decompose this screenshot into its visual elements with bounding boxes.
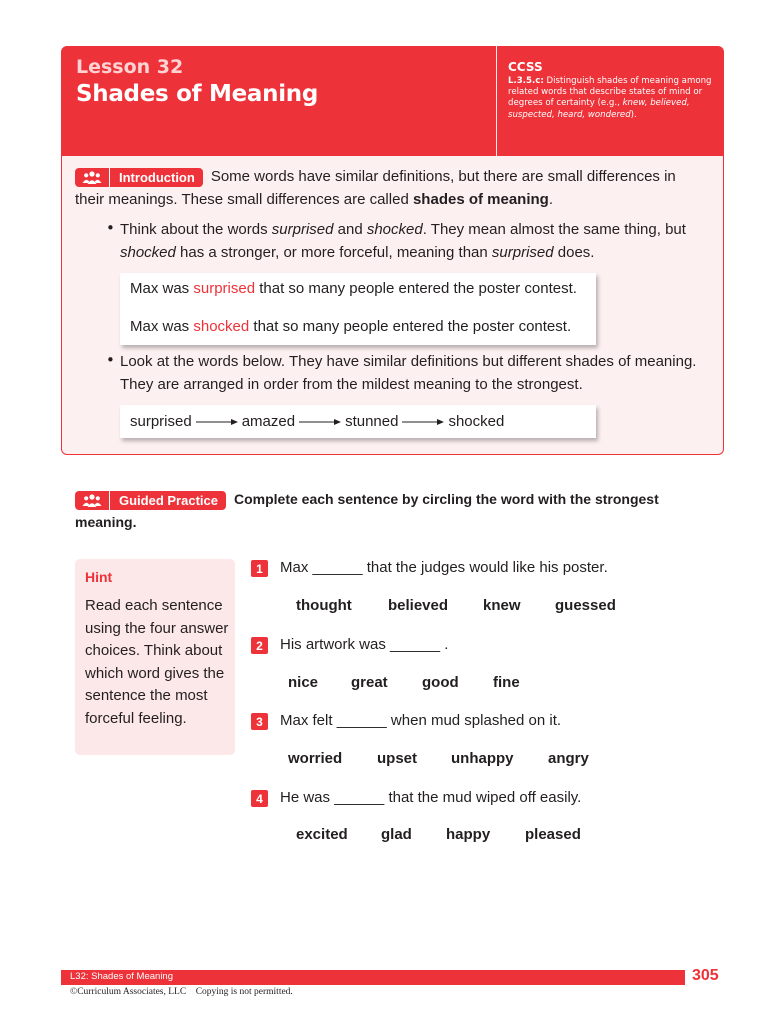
example-text: that so many people entered the poster contest. bbox=[259, 280, 577, 297]
question-sentence bbox=[280, 789, 581, 806]
guided-practice-tag bbox=[75, 491, 226, 510]
answer-blank: ______ bbox=[336, 712, 387, 729]
answer-blank: ______ bbox=[334, 789, 385, 806]
page-number: 305 bbox=[692, 967, 719, 984]
right-arrow-icon bbox=[195, 418, 239, 426]
question-text: that the mud wiped off easily. bbox=[388, 789, 582, 806]
ccss-code: L.3.5.c: bbox=[508, 76, 544, 86]
question-sentence bbox=[280, 712, 561, 729]
example-sentences-box bbox=[120, 273, 596, 345]
bullet1-text: has a stronger, or more forceful, meaning than bbox=[180, 244, 488, 261]
bullet1-word: surprised bbox=[491, 244, 554, 261]
right-arrow-icon bbox=[401, 418, 445, 426]
intro-text: Some words have similar definitions, but there are small differences in their meanings. These small differences are called bbox=[75, 168, 676, 208]
right-arrow-icon bbox=[298, 418, 342, 426]
answer-choices bbox=[296, 826, 581, 843]
answer-choice[interactable]: pleased bbox=[525, 826, 581, 843]
question-number: 4 bbox=[251, 790, 268, 807]
instruction-text: Complete each sentence by circling the word with the strongest meaning. bbox=[75, 491, 659, 530]
answer-choice[interactable]: happy bbox=[446, 826, 491, 843]
ccss-description: Distinguish shades of meaning among related words that describe states of mind or degrees of certainty (e.g., bbox=[508, 76, 712, 109]
group-icon bbox=[75, 168, 110, 187]
answer-choice[interactable]: knew bbox=[483, 597, 521, 614]
bullet-surprised-shocked bbox=[120, 218, 710, 264]
answer-choice[interactable]: good bbox=[422, 674, 459, 691]
answer-choice[interactable]: nice bbox=[288, 674, 319, 691]
intro-text-end: . bbox=[548, 191, 554, 208]
footer-lesson-label: L32: Shades of Meaning bbox=[70, 971, 173, 982]
question-text: . bbox=[444, 636, 449, 653]
answer-choice[interactable]: unhappy bbox=[451, 750, 514, 767]
example-sentence-shocked bbox=[130, 318, 571, 335]
scale-word: surprised bbox=[130, 413, 192, 430]
answer-choice[interactable]: fine bbox=[493, 674, 520, 691]
bullet1-word: shocked bbox=[120, 244, 176, 261]
guided-practice-tag-label: Guided Practice bbox=[119, 493, 218, 508]
ccss-label: CCSS bbox=[508, 60, 543, 74]
group-icon bbox=[75, 491, 110, 510]
answer-blank: ______ bbox=[312, 559, 363, 576]
guided-practice-instruction bbox=[75, 488, 695, 534]
example-highlight: shocked bbox=[193, 318, 250, 335]
example-sentence-surprised bbox=[130, 280, 577, 297]
lesson-header bbox=[61, 46, 724, 156]
question-number: 2 bbox=[251, 637, 268, 654]
answer-choice[interactable]: excited bbox=[296, 826, 348, 843]
scale-word: shocked bbox=[448, 413, 505, 430]
bullet-marker: • bbox=[106, 351, 115, 369]
question-number: 3 bbox=[251, 713, 268, 730]
bullet1-text: and bbox=[337, 221, 363, 238]
question-text: Max bbox=[280, 559, 309, 576]
copyright-notice: ©Curriculum Associates, LLC Copying is not permitted. bbox=[70, 987, 293, 997]
question-sentence bbox=[280, 559, 608, 576]
question-text: He was bbox=[280, 789, 331, 806]
answer-choice[interactable]: worried bbox=[288, 750, 343, 767]
answer-blank: ______ bbox=[390, 636, 441, 653]
answer-choices bbox=[288, 750, 589, 767]
scale-word: amazed bbox=[241, 413, 296, 430]
example-highlight: surprised bbox=[193, 280, 256, 297]
word-scale bbox=[130, 413, 504, 430]
answer-choice[interactable]: angry bbox=[548, 750, 589, 767]
introduction-tag-label: Introduction bbox=[119, 170, 195, 185]
bullet1-word: shocked bbox=[366, 221, 423, 238]
intro-term: shades of meaning bbox=[412, 191, 549, 208]
bullet1-text: Think about the words bbox=[120, 221, 268, 238]
answer-choice[interactable]: believed bbox=[388, 597, 449, 614]
answer-choice[interactable]: upset bbox=[377, 750, 418, 767]
bullet1-word: surprised bbox=[271, 221, 334, 238]
question-text: His artwork was bbox=[280, 636, 386, 653]
lesson-title: Shades of Meaning bbox=[76, 81, 319, 107]
introduction-paragraph bbox=[75, 165, 705, 211]
answer-choices bbox=[296, 597, 616, 614]
question-text: Max felt bbox=[280, 712, 333, 729]
answer-choice[interactable]: glad bbox=[381, 826, 412, 843]
bullet1-text: . They mean almost the same thing, but bbox=[422, 221, 686, 238]
header-divider bbox=[496, 46, 497, 156]
example-text: Max was bbox=[130, 280, 190, 297]
answer-choices bbox=[288, 674, 520, 691]
example-text: that so many people entered the poster contest. bbox=[253, 318, 572, 335]
introduction-tag bbox=[75, 168, 203, 187]
hint-text: Read each sentence using the four answer choices. Think about which word gives the sentence the most forceful feeling. bbox=[85, 597, 229, 727]
bullet-marker: • bbox=[106, 219, 115, 237]
question-text: that the judges would like his poster. bbox=[366, 559, 608, 576]
answer-choice[interactable]: thought bbox=[296, 597, 352, 614]
answer-choice[interactable]: great bbox=[351, 674, 388, 691]
answer-choice[interactable]: guessed bbox=[555, 597, 616, 614]
question-number: 1 bbox=[251, 560, 268, 577]
ccss-examples: knew, believed, suspected, heard, wondered bbox=[508, 98, 690, 120]
bullet1-text: does. bbox=[557, 244, 595, 261]
question-sentence bbox=[280, 636, 448, 653]
scale-word: stunned bbox=[345, 413, 399, 430]
example-text: Max was bbox=[130, 318, 190, 335]
hint-box bbox=[75, 559, 235, 755]
bullet-word-scale: Look at the words below. They have similar definitions but different shades of meaning. They are arranged in order from the mildest meaning to the strongest. bbox=[120, 353, 697, 393]
ccss-end: ). bbox=[630, 109, 637, 120]
question-text: when mud splashed on it. bbox=[390, 712, 562, 729]
hint-title: Hint bbox=[85, 569, 113, 585]
word-scale-box bbox=[120, 405, 596, 438]
lesson-number: Lesson 32 bbox=[76, 56, 184, 78]
ccss-standard bbox=[508, 76, 718, 121]
